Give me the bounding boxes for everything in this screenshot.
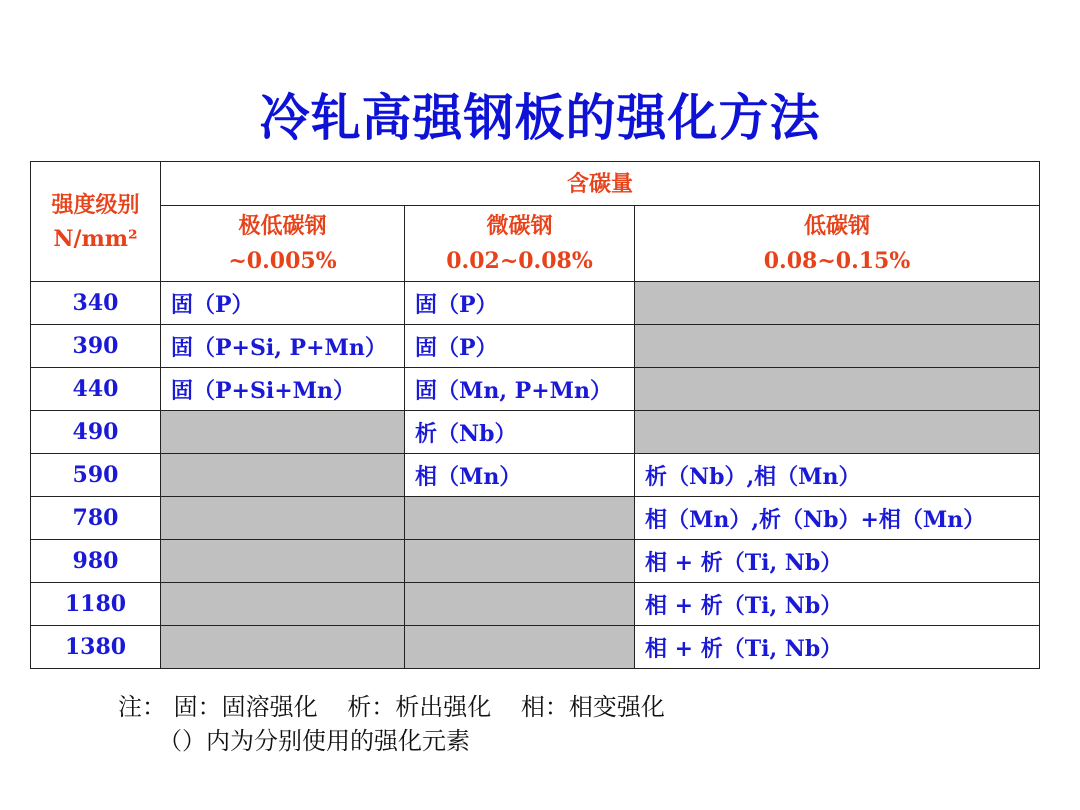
- footnote-line-1: [118, 690, 665, 724]
- strength-level: 390: [31, 325, 161, 368]
- column-name: 微碳钢: [486, 212, 553, 239]
- method-cell: 相 + 析（Ti, Nb）: [635, 626, 1040, 669]
- table-row: [31, 454, 1040, 497]
- strength-header-label: 强度级别: [51, 191, 140, 218]
- method-cell: 析（Nb）,相（Mn）: [635, 454, 1040, 497]
- method-cell: 固（P）: [161, 282, 405, 325]
- method-cell: 固（P+Si+Mn）: [161, 368, 405, 411]
- footnote-item-phase-transformation: 相：相变强化: [520, 693, 665, 721]
- strength-level: 590: [31, 454, 161, 497]
- strength-header-unit: N/mm²: [53, 225, 138, 252]
- empty-cell: [405, 497, 635, 540]
- method-cell: 析（Nb）: [405, 411, 635, 454]
- strength-level: 1180: [31, 583, 161, 626]
- table-row: [31, 540, 1040, 583]
- column-name: 低碳钢: [804, 212, 871, 239]
- table-body: [31, 282, 1040, 669]
- table-row: [31, 325, 1040, 368]
- column-range: 0.08~0.15%: [763, 247, 911, 274]
- footnote-item-solid-solution: 固：固溶强化: [173, 693, 318, 721]
- column-range: ~0.005%: [228, 247, 337, 274]
- strengthening-table: [30, 161, 1040, 669]
- footnote: [118, 690, 665, 758]
- column-header-low-carbon: [635, 206, 1040, 282]
- method-cell: 固（P）: [405, 282, 635, 325]
- empty-cell: [161, 454, 405, 497]
- strength-level: 980: [31, 540, 161, 583]
- empty-cell: [161, 540, 405, 583]
- strength-header: [31, 162, 161, 282]
- page-title: 冷轧高强钢板的强化方法: [259, 89, 821, 147]
- empty-cell: [161, 583, 405, 626]
- empty-cell: [405, 583, 635, 626]
- empty-cell: [635, 282, 1040, 325]
- empty-cell: [635, 368, 1040, 411]
- method-cell: 相（Mn）,析（Nb）+相（Mn）: [635, 497, 1040, 540]
- empty-cell: [405, 626, 635, 669]
- footnote-item-precipitation: 析：析出强化: [347, 693, 492, 721]
- footnote-prefix: 注：: [118, 693, 166, 721]
- method-cell: 固（P+Si, P+Mn）: [161, 325, 405, 368]
- column-header-micro-carbon: [405, 206, 635, 282]
- table-row: [31, 626, 1040, 669]
- empty-cell: [405, 540, 635, 583]
- method-cell: 相 + 析（Ti, Nb）: [635, 583, 1040, 626]
- strength-level: 1380: [31, 626, 161, 669]
- method-cell: 固（P）: [405, 325, 635, 368]
- strength-level: 440: [31, 368, 161, 411]
- empty-cell: [635, 411, 1040, 454]
- strength-level: 780: [31, 497, 161, 540]
- carbon-content-header: 含碳量: [161, 162, 1040, 206]
- table-row: [31, 282, 1040, 325]
- empty-cell: [161, 626, 405, 669]
- empty-cell: [161, 497, 405, 540]
- column-range: 0.02~0.08%: [446, 247, 593, 274]
- method-cell: 相 + 析（Ti, Nb）: [635, 540, 1040, 583]
- column-header-ultra-low-carbon: [161, 206, 405, 282]
- method-cell: 相（Mn）: [405, 454, 635, 497]
- table-row: [31, 583, 1040, 626]
- table-row: [31, 497, 1040, 540]
- table-row: [31, 368, 1040, 411]
- column-name: 极低碳钢: [238, 212, 327, 239]
- strength-level: 490: [31, 411, 161, 454]
- footnote-line-2: （）内为分别使用的强化元素: [158, 727, 470, 755]
- table-row: [31, 411, 1040, 454]
- method-cell: 固（Mn, P+Mn）: [405, 368, 635, 411]
- empty-cell: [635, 325, 1040, 368]
- strength-level: 340: [31, 282, 161, 325]
- empty-cell: [161, 411, 405, 454]
